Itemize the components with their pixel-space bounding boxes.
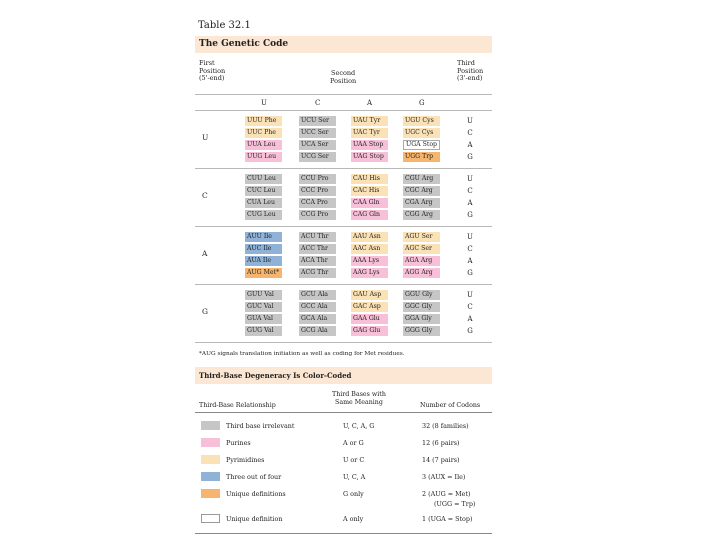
- legend-bases: G only: [343, 490, 364, 498]
- title-band: [195, 36, 492, 53]
- second-base-A: A: [367, 99, 373, 107]
- codon-cell: ACG Thr: [299, 268, 336, 278]
- codon-cell: GCU Ala: [299, 290, 336, 300]
- block-separator: [195, 168, 492, 169]
- codon-cell: GCG Ala: [299, 326, 336, 336]
- bottom-rule: [195, 533, 492, 534]
- legend-swatch: [201, 438, 220, 447]
- block-separator: [195, 342, 492, 343]
- codon-cell: CGG Arg: [403, 210, 440, 220]
- codon-cell: ACU Thr: [299, 232, 336, 242]
- third-position-header: Third Position (3'-end): [457, 59, 484, 82]
- legend-bases: U, C, A, G: [343, 422, 375, 430]
- legend-title-band: [195, 367, 492, 384]
- legend-bases: A only: [343, 515, 364, 523]
- codon-cell: UCU Ser: [299, 116, 336, 126]
- codon-cell: UUU Phe: [245, 116, 282, 126]
- codon-cell: UUC Phe: [245, 128, 282, 138]
- third-base-label: U: [467, 117, 473, 125]
- codon-cell: CAG Gln: [351, 210, 388, 220]
- second-base-C: C: [315, 99, 321, 107]
- codon-cell: AUU Ile: [245, 232, 282, 242]
- legend-col3-header: Number of Codons: [420, 402, 481, 409]
- codon-cell: UUG Leu: [245, 152, 282, 162]
- first-base-label: A: [202, 249, 208, 258]
- third-base-label: A: [467, 199, 473, 207]
- codon-cell: GGU Gly: [403, 290, 440, 300]
- codon-cell: CGU Arg: [403, 174, 440, 184]
- codon-cell: CAA Gln: [351, 198, 388, 208]
- codon-cell: UAU Tyr: [351, 116, 388, 126]
- codon-cell: AAA Lys: [351, 256, 388, 266]
- codon-cell: UCG Ser: [299, 152, 336, 162]
- legend-label: Unique definitions: [226, 490, 286, 498]
- codon-cell: UUA Leu: [245, 140, 282, 150]
- codon-cell: AUA Ile: [245, 256, 282, 266]
- codon-cell: GAG Glu: [351, 326, 388, 336]
- codon-cell: CGA Arg: [403, 198, 440, 208]
- codon-cell: UGC Cys: [403, 128, 440, 138]
- codon-cell: GAU Asp: [351, 290, 388, 300]
- third-base-label: A: [467, 315, 473, 323]
- codon-cell: GGC Gly: [403, 302, 440, 312]
- codon-cell: UCC Ser: [299, 128, 336, 138]
- codon-cell: CUG Leu: [245, 210, 282, 220]
- codon-cell: AAC Asn: [351, 244, 388, 254]
- legend-label: Pyrimidines: [226, 456, 265, 464]
- third-base-label: A: [467, 141, 473, 149]
- third-base-label: C: [467, 129, 473, 137]
- block-separator: [195, 226, 492, 227]
- legend-count: 3 (AUX = Ile): [422, 473, 466, 481]
- legend-col1-header: Third-Base Relationship: [199, 402, 276, 409]
- third-base-label: U: [467, 233, 473, 241]
- codon-cell: AUC Ile: [245, 244, 282, 254]
- codon-cell: AGU Ser: [403, 232, 440, 242]
- legend-label: Purines: [226, 439, 251, 447]
- codon-cell: AGC Ser: [403, 244, 440, 254]
- codon-cell: GAA Glu: [351, 314, 388, 324]
- legend-bases: A or G: [343, 439, 364, 447]
- first-base-label: U: [202, 133, 209, 142]
- table-number: Table 32.1: [198, 20, 251, 31]
- codon-cell: CCA Pro: [299, 198, 336, 208]
- codon-cell: CAC His: [351, 186, 388, 196]
- codon-cell: CGC Arg: [403, 186, 440, 196]
- legend-label: Three out of four: [226, 473, 282, 481]
- codon-cell: UGA Stop: [403, 140, 440, 150]
- block-separator: [195, 284, 492, 285]
- legend-count: 14 (7 pairs): [422, 456, 460, 464]
- table-title: The Genetic Code: [199, 39, 289, 49]
- first-base-label: G: [202, 307, 208, 316]
- codon-cell: UAA Stop: [351, 140, 388, 150]
- third-base-label: C: [467, 245, 473, 253]
- header-rule: [195, 94, 492, 95]
- codon-cell: UCA Ser: [299, 140, 336, 150]
- footnote: *AUG signals translation initiation as well as coding for Met residues.: [199, 351, 405, 357]
- third-base-label: G: [467, 211, 473, 219]
- third-base-label: A: [467, 257, 473, 265]
- column-header-rule: [195, 110, 492, 111]
- codon-cell: GUG Val: [245, 326, 282, 336]
- codon-cell: AUG Met*: [245, 268, 282, 278]
- codon-cell: UAG Stop: [351, 152, 388, 162]
- codon-cell: CCC Pro: [299, 186, 336, 196]
- codon-cell: CAU His: [351, 174, 388, 184]
- legend-header-rule: [195, 412, 492, 413]
- codon-cell: UAC Tyr: [351, 128, 388, 138]
- third-base-label: U: [467, 291, 473, 299]
- codon-cell: ACA Thr: [299, 256, 336, 266]
- codon-cell: GUC Val: [245, 302, 282, 312]
- codon-cell: CCU Pro: [299, 174, 336, 184]
- codon-cell: AAU Asn: [351, 232, 388, 242]
- second-base-U: U: [261, 99, 267, 107]
- codon-cell: GAC Asp: [351, 302, 388, 312]
- codon-cell: AGG Arg: [403, 268, 440, 278]
- second-position-header: Second Position: [330, 69, 357, 85]
- legend-count: 1 (UGA = Stop): [422, 515, 473, 523]
- codon-cell: GUA Val: [245, 314, 282, 324]
- legend-swatch: [201, 514, 220, 523]
- third-base-label: C: [467, 187, 473, 195]
- legend-count: 32 (8 families): [422, 422, 469, 430]
- third-base-label: G: [467, 327, 473, 335]
- first-position-header: First Position (5'-end): [199, 59, 226, 82]
- codon-cell: GGG Gly: [403, 326, 440, 336]
- legend-label: Third base irrelevant: [226, 422, 295, 430]
- third-base-label: U: [467, 175, 473, 183]
- second-base-G: G: [419, 99, 425, 107]
- codon-cell: GUU Val: [245, 290, 282, 300]
- legend-bases: U or C: [343, 456, 365, 464]
- legend-count: 2 (AUG = Met): [422, 490, 471, 498]
- legend-swatch: [201, 472, 220, 481]
- legend-swatch: [201, 455, 220, 464]
- third-base-label: G: [467, 269, 473, 277]
- third-base-label: C: [467, 303, 473, 311]
- legend-count-secondary: (UGG = Trp): [434, 500, 476, 508]
- codon-cell: GGA Gly: [403, 314, 440, 324]
- legend-col2-header: Third Bases with Same Meaning: [332, 391, 386, 406]
- genetic-code-page: [195, 0, 492, 540]
- first-base-label: C: [202, 191, 208, 200]
- legend-bases: U, C, A: [343, 473, 366, 481]
- codon-cell: GCA Ala: [299, 314, 336, 324]
- codon-cell: CUA Leu: [245, 198, 282, 208]
- codon-cell: UGU Cys: [403, 116, 440, 126]
- codon-cell: CCG Pro: [299, 210, 336, 220]
- codon-cell: GCC Ala: [299, 302, 336, 312]
- codon-cell: AAG Lys: [351, 268, 388, 278]
- codon-cell: AGA Arg: [403, 256, 440, 266]
- codon-cell: UGG Trp: [403, 152, 440, 162]
- legend-label: Unique definition: [226, 515, 283, 523]
- legend-swatch: [201, 421, 220, 430]
- third-base-label: G: [467, 153, 473, 161]
- legend-count: 12 (6 pairs): [422, 439, 460, 447]
- codon-cell: CUC Leu: [245, 186, 282, 196]
- codon-cell: CUU Leu: [245, 174, 282, 184]
- legend-swatch: [201, 489, 220, 498]
- legend-title: Third-Base Degeneracy Is Color-Coded: [199, 371, 352, 380]
- codon-cell: ACC Thr: [299, 244, 336, 254]
